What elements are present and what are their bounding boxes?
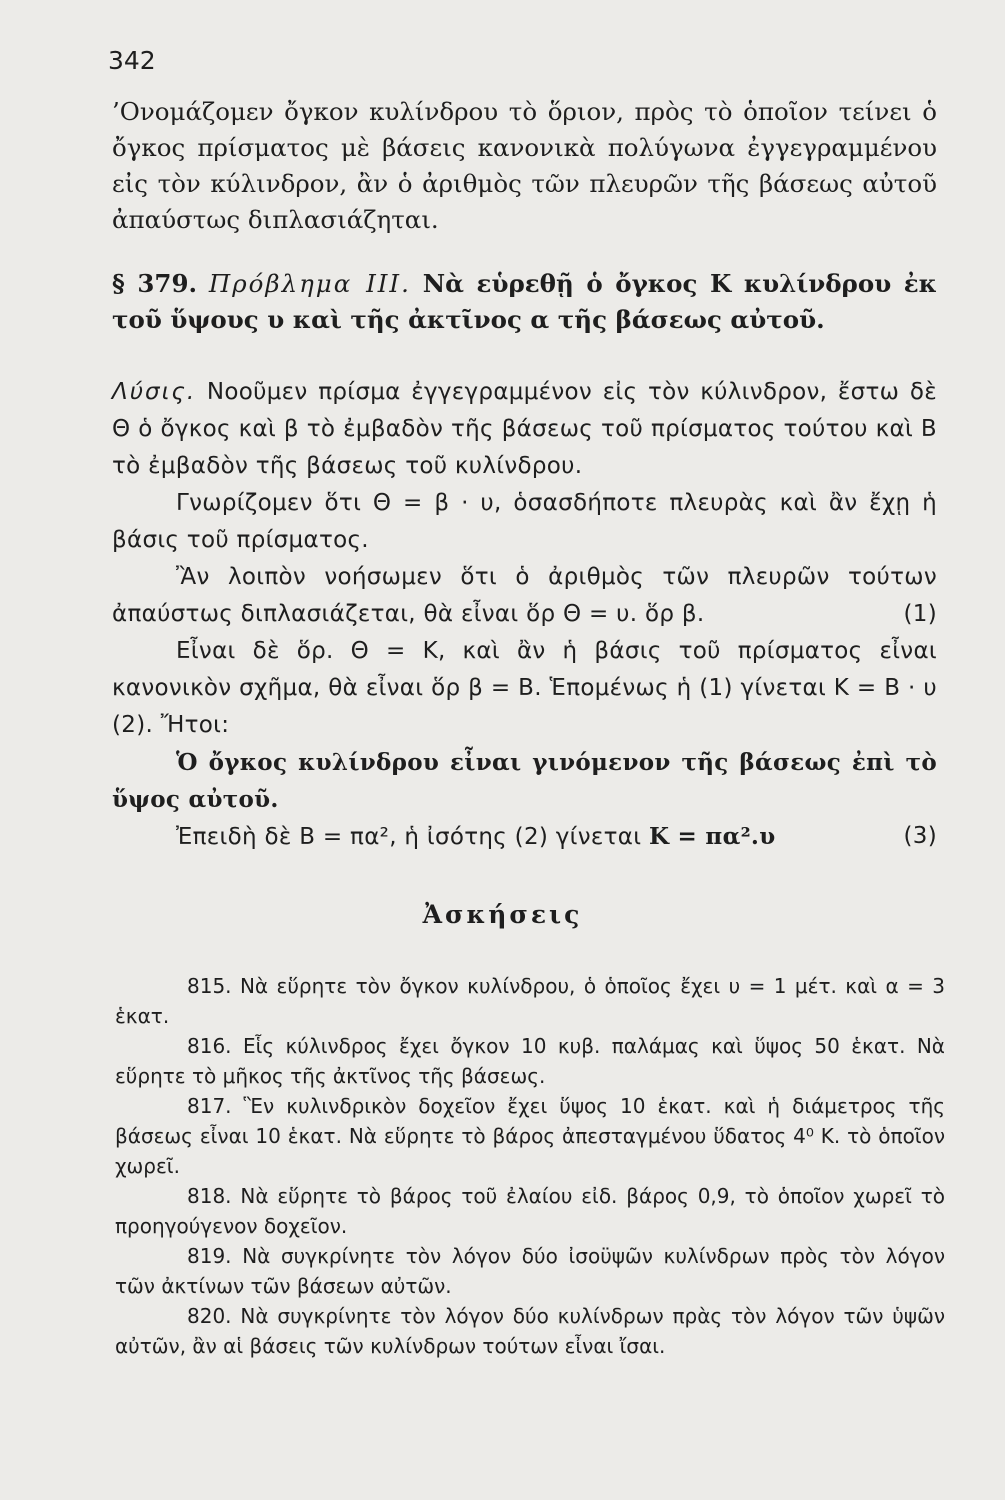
- solution-p2: Γνωρίζομεν ὅτι Θ = β · υ, ὁσασδήποτε πλευρὰς καὶ ἂν ἔχῃ ἡ βάσις τοῦ πρίσματος.: [112, 490, 937, 553]
- problem-heading: [112, 266, 937, 338]
- exercise-819: 819. Νὰ συγκρίνητε τὸν λόγον δύο ἰσοϋψῶν κυλίνδρων πρὸς τὸν λόγον τῶν ἀκτίνων τῶν βάσεων αὐτῶν.: [115, 1244, 945, 1298]
- page-number: 342: [108, 46, 156, 75]
- equation-number-3: (3): [903, 823, 937, 849]
- exercises-heading: Ἀσκήσεις: [422, 900, 583, 929]
- problem-statement: Νὰ εὑρεθῇ ὁ ὄγκος Κ κυλίνδρου ἐκ τοῦ ὕψους υ καὶ τῆς ἀκτῖνος α τῆς βάσεως αὐτοῦ.: [112, 269, 938, 334]
- exercise-list: [115, 971, 945, 1361]
- solution-label: Λύσις.: [112, 379, 197, 405]
- solution-p5: Ἐπειδὴ δὲ Β = πα², ἡ ἰσότης (2) γίνεται Κ = πα².υ (3): [112, 818, 937, 856]
- solution-p4: Εἶναι δὲ ὅρ. Θ = Κ, καὶ ἂν ἡ βάσις τοῦ πρίσματος εἶναι κανονικὸν σχῆμα, θὰ εἶναι ὅρ β = Β. Ἑπομένως ἡ (1) γίνεται Κ = Β · υ (2). Ἤτοι:: [112, 638, 937, 738]
- exercise-818: 818. Νὰ εὕρητε τὸ βάρος τοῦ ἐλαίου εἰδ. βάρος 0,9, τὸ ὁποῖον χωρεῖ τὸ προηγούγενον δοχεῖον.: [115, 1184, 945, 1238]
- exercise-820: 820. Νὰ συγκρίνητε τὸν λόγον δύο κυλίνδρων πρὰς τὸν λόγον τῶν ὑψῶν αὐτῶν, ἂν αἱ βάσεις τῶν κυλίνδρων τούτων εἶναι ἴσαι.: [115, 1304, 945, 1358]
- volume-formula: Κ = πα².υ: [648, 823, 776, 850]
- solution-p1: Λύσις. Νοοῦμεν πρίσμα ἐγγεγραμμένον εἰς τὸν κύλινδρον, ἔστω δὲ Θ ὁ ὄγκος καὶ β τὸ ἐμβαδὸν τῆς βάσεως τοῦ πρίσματος τούτου καὶ Β τὸ ἐμβαδὸν τῆς βάσεως τοῦ κυλίνδρου.: [112, 379, 937, 479]
- exercise-817: 817. Ἓν κυλινδρικὸν δοχεῖον ἔχει ὕψος 10 ἑκατ. καὶ ἡ διάμετρος τῆς βάσεως εἶναι 10 ἑκατ. Νὰ εὕρητε τὸ βάρος ἀπεσταγμένου ὕδατος 4⁰ Κ. τὸ ὁποῖον χωρεῖ.: [115, 1094, 945, 1178]
- cylinder-volume-definition: ’Ονομάζομεν ὄγκον κυλίνδρου τὸ ὅριον, πρὸς τὸ ὁποῖον τείνει ὁ ὄγκος πρίσματος μὲ βάσεις κανονικὰ πολύγωνα ἐγγεγραμμένου εἰς τὸν κύλινδρον, ἂν ὁ ἀριθμὸς τῶν πλευρῶν τῆς βάσεως αὐτοῦ ἀπαύστως διπλασιάζηται.: [112, 97, 937, 234]
- theorem-statement: Ὁ ὄγκος κυλίνδρου εἶναι γινόμενον τῆς βάσεως ἐπὶ τὸ ὕψος αὐτοῦ.: [112, 749, 937, 813]
- exercise-816: 816. Εἷς κύλινδρος ἔχει ὄγκον 10 κυβ. παλάμας καὶ ὕψος 50 ἑκατ. Νὰ εὕρητε τὸ μῆκος τῆς ἀκτῖνος τῆς βάσεως.: [115, 1034, 945, 1088]
- exercise-815: 815. Νὰ εὕρητε τὸν ὄγκον κυλίνδρου, ὁ ὁποῖος ἔχει υ = 1 μέτ. καὶ α = 3 ἑκατ.: [115, 974, 945, 1028]
- solution-p3: Ἂν λοιπὸν νοήσωμεν ὅτι ὁ ἀριθμὸς τῶν πλευρῶν τούτων ἀπαύστως διπλασιάζεται, θὰ εἶναι ὅρ Θ = υ. ὅρ β. (1): [112, 559, 937, 633]
- section-number: § 379.: [112, 269, 198, 298]
- problem-label: Πρόβλημα III.: [208, 269, 411, 298]
- solution: [112, 374, 937, 856]
- equation-number-1: (1): [903, 601, 937, 627]
